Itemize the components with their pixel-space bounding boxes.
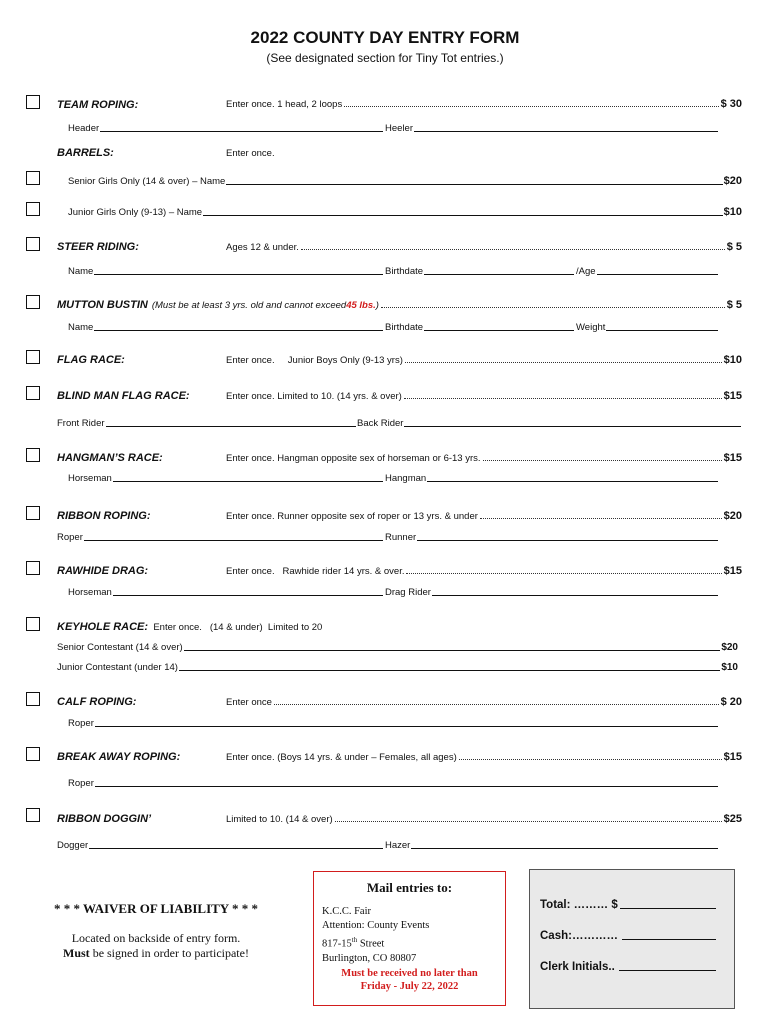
rawhide-drag-title: RAWHIDE DRAG: [57, 565, 149, 577]
break-away-title: BREAK AWAY ROPING: [57, 751, 181, 763]
flag-race-checkbox[interactable] [26, 350, 40, 364]
page-title: 2022 COUNTY DAY ENTRY FORM [250, 28, 520, 47]
flag-race-desc-row: Enter once. Junior Boys Only (9-13 yrs) $10 [226, 354, 742, 366]
mail-entries-box [313, 871, 506, 1006]
blind-man-checkbox[interactable] [26, 386, 40, 400]
total-field[interactable]: Total: ……… $ [540, 899, 716, 911]
waiver-line1: Located on backside of entry form. [71, 931, 241, 945]
keyhole-senior-field[interactable]: Senior Contestant (14 & over) $20 [57, 642, 738, 653]
waiver-title: * * * WAIVER OF LIABILITY * * * [54, 901, 258, 916]
ribbon-doggin-title: RIBBON DOGGIN’ [57, 813, 152, 825]
steer-birthdate-field[interactable]: Birthdate [385, 266, 575, 277]
ribbon-roping-desc-row: Enter once. Runner opposite sex of roper or 13 yrs. & under $20 [226, 510, 742, 522]
calf-roping-desc-row: Enter once $ 20 [226, 696, 742, 708]
ribbon-roping-checkbox[interactable] [26, 506, 40, 520]
header-field[interactable]: Header [68, 123, 384, 134]
mutton-birthdate-field[interactable]: Birthdate [385, 322, 575, 333]
ribbon-roper-field[interactable]: Roper [57, 532, 384, 543]
waiver-line2: Must be signed in order to participate! [63, 946, 249, 960]
calf-roping-title: CALF ROPING: [57, 696, 137, 708]
page-subtitle: (See designated section for Tiny Tot entries.) [266, 51, 504, 65]
barrels-title: BARRELS: [57, 147, 114, 159]
mail-deadline: Must be received no later than Friday - July 22, 2022 [341, 968, 478, 992]
steer-riding-title: STEER RIDING: [57, 241, 139, 253]
barrels-desc: Enter once. [226, 148, 275, 159]
mutton-bustin-row: MUTTON BUSTIN (Must be at least 3 yrs. old and cannot exceed 45 lbs. ) $ 5 [57, 299, 742, 311]
team-roping-checkbox[interactable] [26, 95, 40, 109]
mutton-weight-field[interactable]: Weight [576, 322, 719, 333]
calf-roper-field[interactable]: Roper [68, 718, 719, 729]
keyhole-desc: Enter once. (14 & under) Limited to 20 [148, 622, 323, 633]
team-roping-desc: Enter once. 1 head, 2 loops [226, 99, 343, 110]
dogger-field[interactable]: Dogger [57, 840, 384, 851]
hangman-checkbox[interactable] [26, 448, 40, 462]
keyhole-checkbox[interactable] [26, 617, 40, 631]
cash-field[interactable]: Cash:………… [540, 930, 716, 942]
blind-man-title: BLIND MAN FLAG RACE: [57, 390, 190, 402]
rawhide-horseman-field[interactable]: Horseman [68, 587, 384, 598]
ribbon-doggin-desc-row: Limited to 10. (14 & over) $25 [226, 813, 742, 825]
break-away-checkbox[interactable] [26, 747, 40, 761]
keyhole-title: KEYHOLE RACE: [57, 621, 149, 633]
mutton-bustin-title: MUTTON BUSTIN [57, 299, 148, 311]
steer-name-field[interactable]: Name [68, 266, 384, 277]
back-rider-field[interactable]: Back Rider [357, 418, 742, 429]
leader-dots [344, 106, 718, 107]
team-roping-price: $ 30 [720, 98, 742, 110]
hangman-desc-row: Enter once. Hangman opposite sex of horseman or 6-13 yrs. $15 [226, 452, 742, 464]
mutton-name-field[interactable]: Name [68, 322, 384, 333]
flag-race-title: FLAG RACE: [57, 354, 125, 366]
barrels-junior-checkbox[interactable] [26, 202, 40, 216]
mutton-bustin-checkbox[interactable] [26, 295, 40, 309]
mail-address: K.C.C. Fair Attention: County Events 817-15th Street Burlington, CO 80807 [322, 906, 430, 964]
team-roping-title: TEAM ROPING: [57, 99, 139, 111]
mutton-weight-limit: 45 lbs. [346, 300, 376, 311]
team-roping-desc-row [226, 98, 742, 110]
calf-roping-checkbox[interactable] [26, 692, 40, 706]
steer-riding-desc-row: Ages 12 & under. $ 5 [226, 241, 742, 253]
barrels-senior-checkbox[interactable] [26, 171, 40, 185]
ribbon-runner-field[interactable]: Runner [385, 532, 719, 543]
mail-title: Mail entries to: [366, 880, 453, 895]
heeler-field[interactable]: Heeler [385, 123, 719, 134]
break-away-desc-row: Enter once. (Boys 14 yrs. & under – Females, all ages) $15 [226, 751, 742, 763]
ribbon-roping-title: RIBBON ROPING: [57, 510, 151, 522]
mutton-note: (Must be at least 3 yrs. old and cannot exceed [151, 300, 347, 311]
blind-man-desc-row: Enter once. Limited to 10. (14 yrs. & over) $15 [226, 390, 742, 402]
hangman-title: HANGMAN’S RACE: [57, 452, 163, 464]
hangman-field[interactable]: Hangman [385, 473, 719, 484]
hangman-horseman-field[interactable]: Horseman [68, 473, 384, 484]
barrels-senior-field[interactable]: Senior Girls Only (14 & over) – Name $20 [68, 175, 742, 187]
clerk-initials-field[interactable]: Clerk Initials.. [540, 961, 716, 973]
rawhide-drag-checkbox[interactable] [26, 561, 40, 575]
hazer-field[interactable]: Hazer [385, 840, 719, 851]
rawhide-drag-desc-row: Enter once. Rawhide rider 14 yrs. & over. $15 [226, 565, 742, 577]
keyhole-junior-field[interactable]: Junior Contestant (under 14) $10 [57, 662, 738, 673]
drag-rider-field[interactable]: Drag Rider [385, 587, 719, 598]
office-use-box [529, 869, 735, 1009]
steer-age-field[interactable]: /Age [576, 266, 719, 277]
ribbon-doggin-checkbox[interactable] [26, 808, 40, 822]
barrels-junior-field[interactable]: Junior Girls Only (9-13) – Name $10 [68, 206, 742, 218]
steer-riding-checkbox[interactable] [26, 237, 40, 251]
break-away-roper-field[interactable]: Roper [68, 778, 719, 789]
front-rider-field[interactable]: Front Rider [57, 418, 357, 429]
keyhole-row [57, 621, 457, 633]
